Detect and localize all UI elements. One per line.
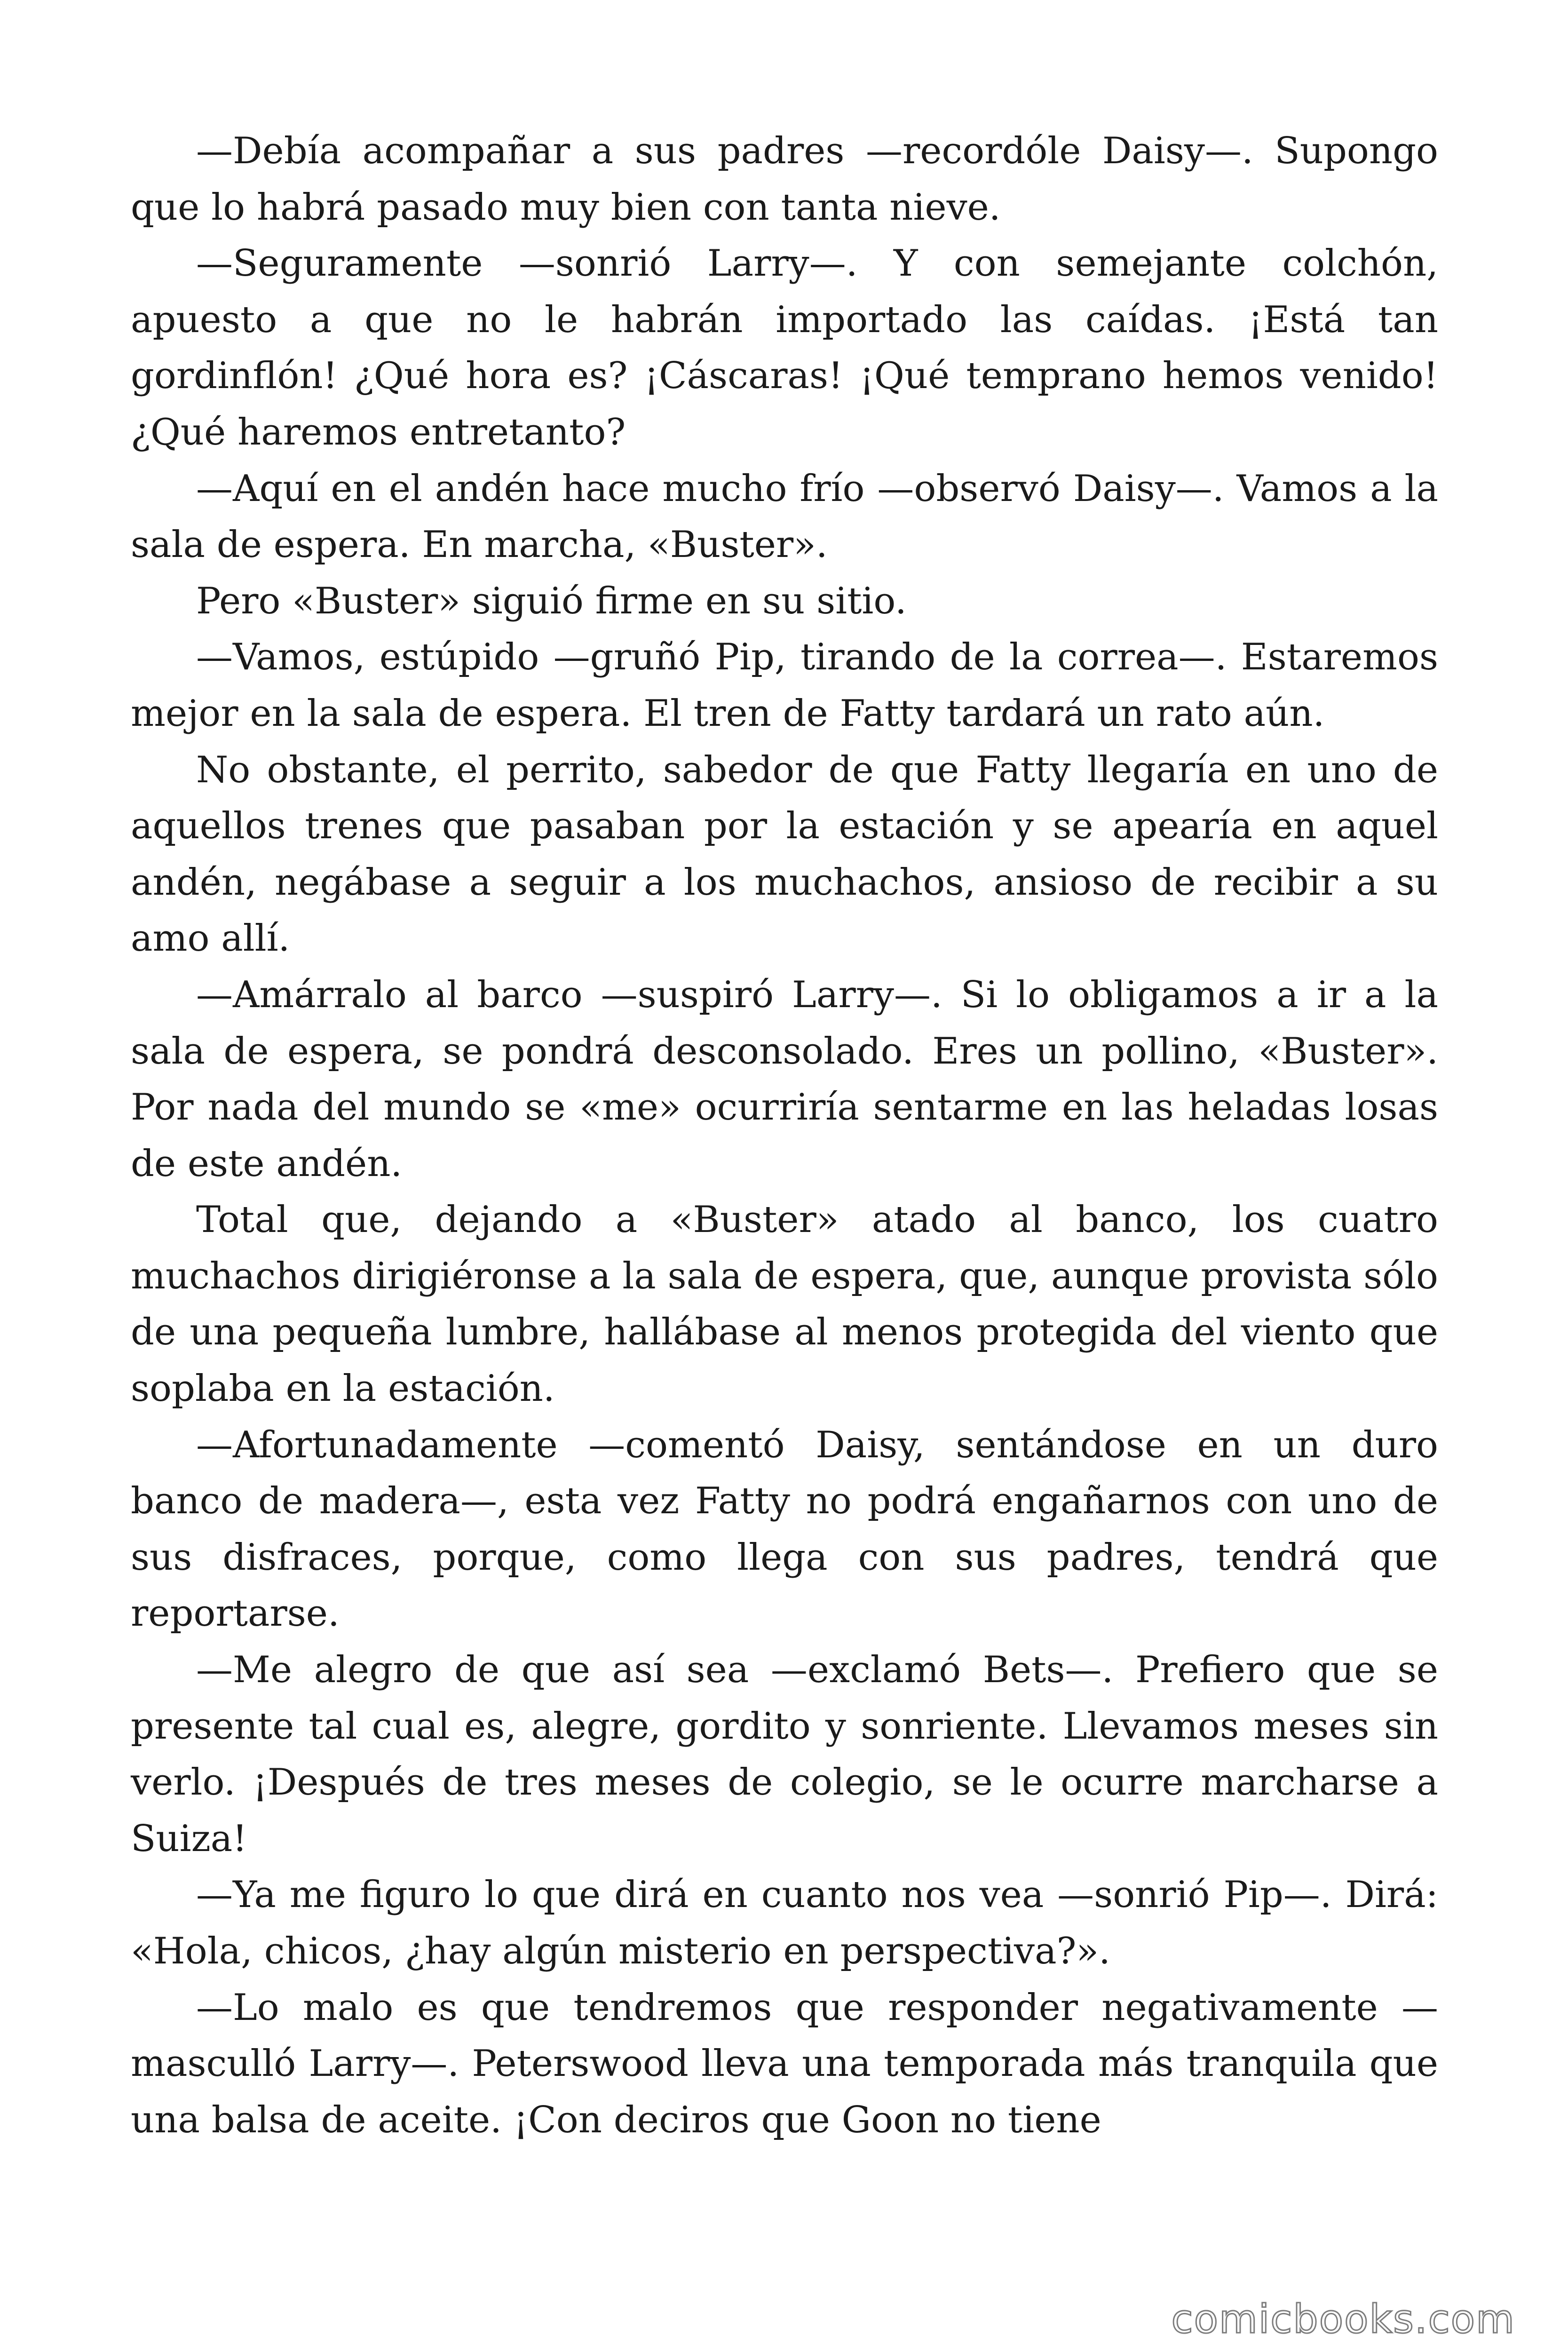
page-text bbox=[131, 123, 1438, 2148]
paragraph-7: —Amárralo al barco —suspiró Larry—. Si lo obligamos a ir a la sala de espera, se pondrá desconsolado. Eres un pollino, «Buster». Por nada del mundo se «me» ocurriría sentarme en las heladas losas de este andén. bbox=[131, 973, 1438, 1185]
paragraph-11: —Ya me figuro lo que dirá en cuanto nos vea —sonrió Pip—. Dirá: «Hola, chicos, ¿hay algún misterio en perspectiva?». bbox=[131, 1874, 1438, 1972]
paragraph-8: Total que, dejando a «Buster» atado al banco, los cuatro muchachos dirigiéronse a la sala de espera, que, aunque provista sólo de una pequeña lumbre, hallábase al menos protegida del viento que soplaba en la estación. bbox=[131, 1199, 1438, 1410]
paragraph-5: —Vamos, estúpido —gruñó Pip, tirando de la correa—. Estaremos mejor en la sala de espera. El tren de Fatty tardará un rato aún. bbox=[131, 636, 1438, 735]
watermark: comicbooks.com bbox=[1171, 2296, 1515, 2342]
paragraph-10: —Me alegro de que así sea —exclamó Bets—. Prefiero que se presente tal cual es, alegre, gordito y sonriente. Llevamos meses sin verlo. ¡Después de tres meses de colegio, se le ocurre marcharse a Suiza! bbox=[131, 1649, 1438, 1860]
paragraph-9: —Afortunadamente —comentó Daisy, sentándose en un duro banco de madera—, esta vez Fatty no podrá engañarnos con uno de sus disfraces, porque, como llega con sus padres, tendrá que reportarse. bbox=[131, 1423, 1438, 1635]
paragraph-4: Pero «Buster» siguió firme en su sitio. bbox=[196, 580, 907, 622]
paragraph-1: —Debía acompañar a sus padres —recordóle Daisy—. Supongo que lo habrá pasado muy bien con tanta nieve. bbox=[131, 130, 1438, 229]
paragraph-12: —Lo malo es que tendremos que responder negativamente —masculló Larry—. Peterswood lleva una temporada más tranquila que una balsa de aceite. ¡Con deciros que Goon no tiene bbox=[131, 1986, 1438, 2141]
paragraph-6: No obstante, el perrito, sabedor de que Fatty llegaría en uno de aquellos trenes que pasaban por la estación y se apearía en aquel andén, negábase a seguir a los muchachos, ansioso de recibir a su amo allí. bbox=[131, 748, 1438, 960]
paragraph-3: —Aquí en el andén hace mucho frío —observó Daisy—. Vamos a la sala de espera. En marcha, «Buster». bbox=[131, 467, 1438, 566]
paragraph-2: —Seguramente —sonrió Larry—. Y con semejante colchón, apuesto a que no le habrán importado las caídas. ¡Está tan gordinflón! ¿Qué hora es? ¡Cáscaras! ¡Qué temprano hemos venido! ¿Qué haremos entretanto? bbox=[131, 242, 1438, 453]
